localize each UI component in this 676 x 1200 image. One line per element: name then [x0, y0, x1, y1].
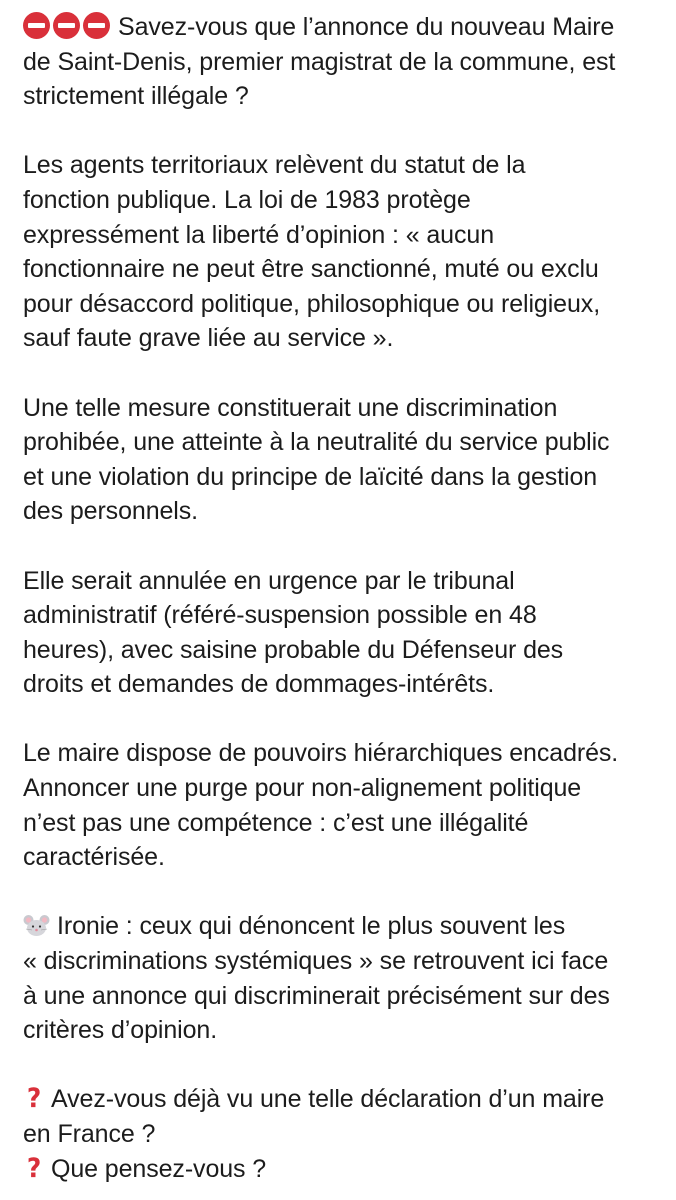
question-1-line-2: en France ? [23, 1120, 156, 1148]
intro-line-2: de Saint-Denis, premier magistrat de la commune, est [23, 47, 616, 76]
paragraph-line: fonctionnaire ne peut être sanctionné, muté ou exclu [23, 255, 599, 284]
paragraph-line: Elle serait annulée en urgence par le tribunal [23, 566, 515, 595]
paragraph-line: droits et demandes de dommages-intérêts. [23, 670, 495, 699]
intro-paragraph [23, 10, 673, 114]
irony-line-1: Ironie : ceux qui dénoncent le plus souvent les [23, 909, 673, 944]
paragraph-line: caractérisée. [23, 843, 165, 872]
question-1-line-1: ? Avez-vous déjà vu une telle déclaration d’un maire [23, 1082, 673, 1117]
irony-paragraph [23, 909, 673, 1047]
no-entry-icon [53, 12, 80, 39]
paragraph-line: expressément la liberté d’opinion : « aucun [23, 220, 494, 249]
intro-line-3: strictement illégale ? [23, 82, 249, 111]
paragraph-line: « discriminations systémiques » se retrouvent ici face [23, 947, 609, 976]
questions-block [23, 1082, 673, 1186]
paragraph-line: critères d’opinion. [23, 1016, 218, 1045]
paragraph-line: heures), avec saisine probable du Défenseur des [23, 635, 564, 664]
paragraph-line: n’est pas une compétence : c’est une illégalité [23, 808, 529, 837]
mouse-face-icon [23, 913, 50, 937]
intro-line-1: Savez-vous que l’annonce du nouveau Maire [23, 10, 673, 45]
paragraph-line: prohibée, une atteinte à la neutralité du service public [23, 428, 610, 457]
question-2-line: ? Que pensez-vous ? [23, 1152, 673, 1187]
paragraph-line: Les agents territoriaux relèvent du statut de la [23, 151, 526, 180]
question-mark-icon: ? [26, 1152, 42, 1184]
statute-paragraph [23, 148, 673, 356]
mayor-powers-paragraph [23, 736, 673, 874]
tribunal-paragraph [23, 564, 673, 702]
paragraph-line: Le maire dispose de pouvoirs hiérarchiques encadrés. [23, 739, 619, 768]
paragraph-line: à une annonce qui discriminerait précisément sur des [23, 981, 610, 1010]
paragraph-line: administratif (référé-suspension possible en 48 [23, 601, 537, 630]
paragraph-line: sauf faute grave liée au service ». [23, 324, 394, 353]
paragraph-line: des personnels. [23, 497, 199, 526]
question-mark-icon: ? [26, 1083, 42, 1115]
no-entry-icon [23, 12, 50, 39]
post-body [23, 10, 673, 1186]
paragraph-line: Une telle mesure constituerait une discrimination [23, 393, 558, 422]
paragraph-line: Annoncer une purge pour non-alignement politique [23, 774, 582, 803]
no-entry-icon [83, 12, 110, 39]
paragraph-line: pour désaccord politique, philosophique ou religieux, [23, 289, 601, 318]
paragraph-line: et une violation du principe de laïcité dans la gestion [23, 462, 598, 491]
paragraph-line: fonction publique. La loi de 1983 protège [23, 185, 471, 214]
discrimination-paragraph [23, 391, 673, 529]
